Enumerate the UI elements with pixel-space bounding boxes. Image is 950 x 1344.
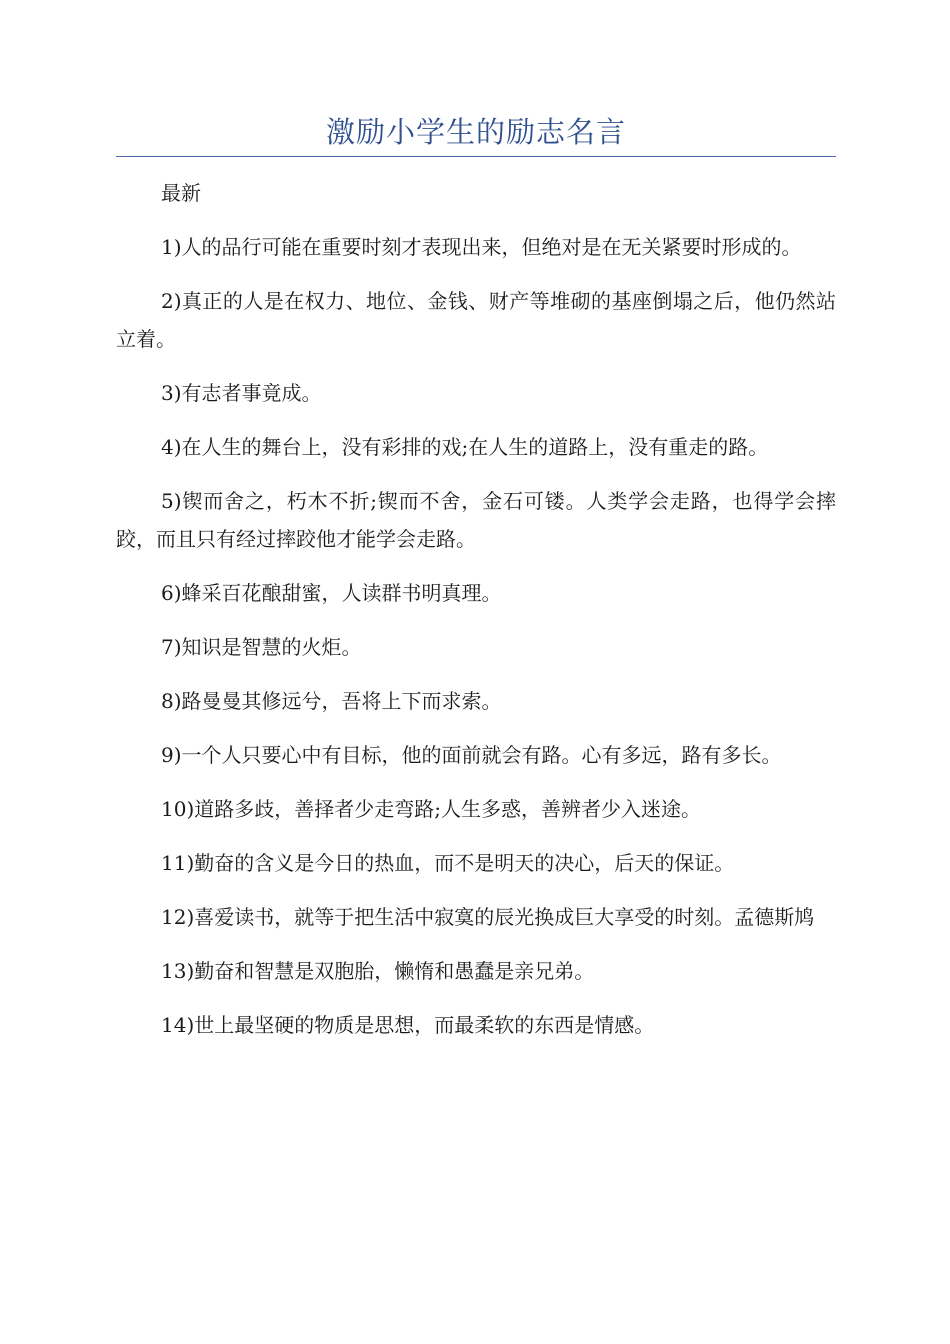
document-body (116, 174, 836, 1060)
title-block (116, 112, 836, 157)
quote-paragraph: 6)蜂采百花酿甜蜜，人读群书明真理。 (161, 581, 502, 605)
paragraph-subtitle: 最新 (161, 181, 201, 205)
quote-paragraph: 1)人的品行可能在重要时刻才表现出来，但绝对是在无关紧要时形成的。 (161, 235, 802, 259)
quote-paragraph: 10)道路多歧，善择者少走弯路;人生多惑，善辨者少入迷途。 (161, 797, 701, 821)
quote-paragraph: 9)一个人只要心中有目标，他的面前就会有路。心有多远，路有多长。 (161, 743, 782, 767)
quote-paragraph: 14)世上最坚硬的物质是思想，而最柔软的东西是情感。 (161, 1013, 655, 1037)
quote-paragraph: 13)勤奋和智慧是双胞胎，懒惰和愚蠢是亲兄弟。 (161, 959, 595, 983)
quote-paragraph: 8)路曼曼其修远兮，吾将上下而求索。 (161, 689, 502, 713)
document-title: 激励小学生的励志名言 (325, 115, 626, 149)
quote-paragraph: 4)在人生的舞台上，没有彩排的戏;在人生的道路上，没有重走的路。 (161, 435, 769, 459)
quote-paragraph: 11)勤奋的含义是今日的热血，而不是明天的决心，后天的保证。 (161, 851, 735, 875)
quote-paragraph: 2)真正的人是在权力、地位、金钱、财产等堆砌的基座倒塌之后，他仍然站立着。 (116, 289, 836, 351)
quote-paragraph: 3)有志者事竟成。 (161, 381, 322, 405)
quote-paragraph: 12)喜爱读书，就等于把生活中寂寞的辰光换成巨大享受的时刻。孟德斯鸠 (161, 905, 815, 929)
quote-paragraph: 7)知识是智慧的火炬。 (161, 635, 362, 659)
quote-paragraph: 5)锲而舍之，朽木不折;锲而不舍，金石可镂。人类学会走路，也得学会摔跤，而且只有经过摔跤他才能学会走路。 (116, 489, 836, 551)
